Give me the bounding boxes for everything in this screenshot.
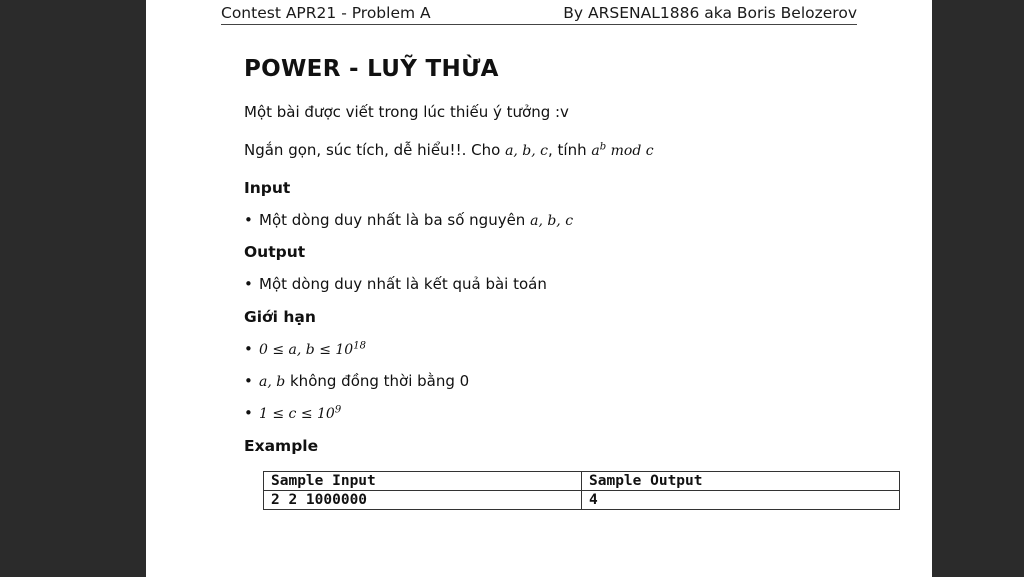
bullet-dot: •: [244, 340, 253, 358]
example-table: [263, 471, 900, 510]
running-header: [221, 3, 857, 25]
limit-3-formula: [259, 406, 341, 422]
input-item-text: Một dòng duy nhất là ba số nguyên: [259, 211, 526, 229]
limit-bullet-3: [244, 404, 341, 422]
limit-1-exponent: 18: [353, 340, 366, 352]
limit-2-vars: a, b: [259, 374, 286, 390]
input-bullet: [244, 211, 573, 229]
problem-title: POWER - LUỸ THỪA: [244, 56, 499, 82]
column-header-output: Sample Output: [582, 472, 900, 491]
table-header-row: [264, 472, 900, 491]
statement-mid: , tính: [548, 141, 587, 159]
formula-exponent: b: [599, 141, 607, 153]
input-item-vars: a, b, c: [530, 213, 574, 229]
limit-bullet-1: [244, 340, 366, 358]
limit-1-base: 0 ≤ a, b ≤ 10: [259, 342, 354, 358]
statement-lead: Ngắn gọn, súc tích, dễ hiểu!!. Cho: [244, 141, 501, 159]
intro-text: Một bài được viết trong lúc thiếu ý tưởng :v: [244, 103, 569, 121]
statement-text: [244, 141, 654, 159]
formula-mod: mod c: [606, 143, 654, 159]
output-bullet: [244, 275, 547, 293]
limits-heading: Giới hạn: [244, 308, 316, 326]
table-row: [264, 491, 900, 510]
header-contest: Contest APR21 - Problem A: [221, 4, 431, 22]
limit-1-formula: [259, 342, 366, 358]
bullet-dot: •: [244, 404, 253, 422]
limit-3-base: 1 ≤ c ≤ 10: [259, 406, 335, 422]
formula-base: a: [591, 143, 600, 159]
sample-input-cell: 2 2 1000000: [264, 491, 582, 510]
statement-vars: a, b, c: [505, 143, 549, 159]
sample-output-cell: 4: [582, 491, 900, 510]
example-heading: Example: [244, 437, 319, 455]
header-author: By ARSENAL1886 aka Boris Belozerov: [563, 4, 857, 22]
input-heading: Input: [244, 179, 291, 197]
output-heading: Output: [244, 243, 306, 261]
statement-formula: [591, 143, 653, 159]
limit-2-text: không đồng thời bằng 0: [290, 372, 470, 390]
bullet-dot: •: [244, 211, 253, 229]
column-header-input: Sample Input: [264, 472, 582, 491]
limit-bullet-2: [244, 372, 469, 390]
document-page: [146, 0, 932, 577]
bullet-dot: •: [244, 275, 253, 293]
bullet-dot: •: [244, 372, 253, 390]
output-item-text: Một dòng duy nhất là kết quả bài toán: [259, 275, 547, 293]
limit-3-exponent: 9: [334, 404, 342, 416]
